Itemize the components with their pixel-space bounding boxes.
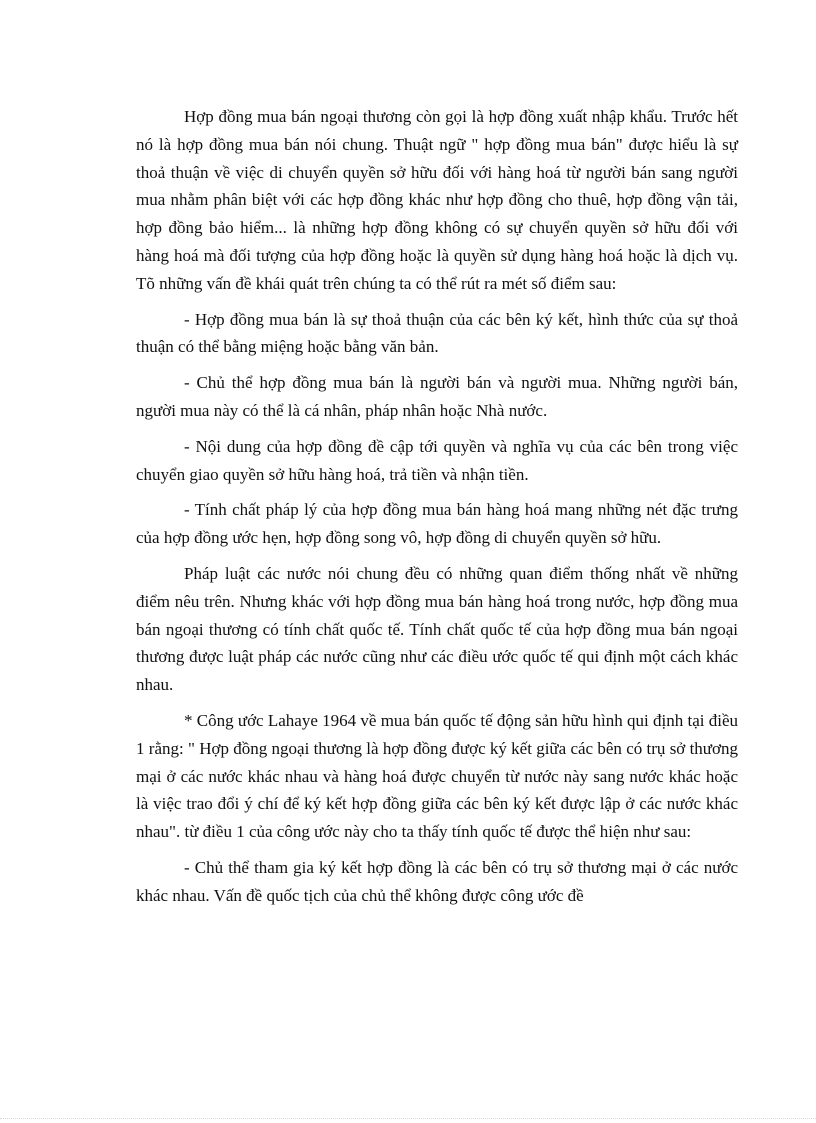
paragraph-intro: Hợp đồng mua bán ngoại thương còn gọi là hợp đồng xuất nhập khẩu. Trước hết nó là hợp đồng mua bán nói chung. Thuật ngữ " hợp đồng mua bán" được hiểu là sự thoả thuận về việc di chuyển quyền sở hữu đối với hàng hoá từ người bán sang người mua nhằm phân biệt với các hợp đồng khác như hợp đồng cho thuê, hợp đồng vận tải, hợp đồng bảo hiểm... là những hợp đồng không có sự chuyển quyền sở hữu đối với hàng hoá mà đối tượng của hợp đồng hoặc là quyền sử dụng hàng hoá hoặc là dịch vụ. Tõ những vấn đề khái quát trên chúng ta có thể rút ra mét số điểm sau: xyxy=(136,107,738,293)
paragraph-international-character: Pháp luật các nước nói chung đều có những quan điểm thống nhất về những điểm nêu trên. Nhưng khác với hợp đồng mua bán hàng hoá trong nước, hợp đồng mua bán ngoại thương có tính chất quốc tế. Tính chất quốc tế của hợp đồng mua bán ngoại thương được luật pháp các nước cũng như các điều ước quốc tế qui định một cách khác nhau. xyxy=(136,563,738,695)
paragraph-lahaye-convention: * Công ước Lahaye 1964 về mua bán quốc tế động sản hữu hình qui định tại điều 1 rằng: " Hợp đồng ngoại thương là hợp đồng được ký kết giữa các bên có trụ sở thương mại ở các nước khác nhau và hàng hoá được chuyển từ nước này sang nước khác hoặc là việc trao đổi ý chí để ký kết hợp đồng giữa các bên ký kết được lập ở các nước khác nhau". từ điều 1 của công ước này cho ta thấy tính quốc tế được thể hiện như sau: xyxy=(136,710,738,842)
page-bottom-divider xyxy=(0,1118,816,1119)
paragraph-point-parties: - Chủ thể hợp đồng mua bán là người bán và người mua. Những người bán, người mua này có thể là cá nhân, pháp nhân hoặc Nhà nước. xyxy=(136,373,738,420)
paragraph-point-legal-nature: - Tính chất pháp lý của hợp đồng mua bán hàng hoá mang những nét đặc trưng của hợp đồng ước hẹn, hợp đồng song vô, hợp đồng di chuyển quyền sở hữu. xyxy=(136,500,738,548)
paragraph-point-content: - Nội dung của hợp đồng đề cập tới quyền và nghĩa vụ của các bên trong việc chuyển giao quyền sở hữu hàng hoá, trả tiền và nhận tiền. xyxy=(136,436,738,484)
paragraph-point-trade-seat: - Chủ thể tham gia ký kết hợp đồng là các bên có trụ sở thương mại ở các nước khác nhau. Vấn đề quốc tịch của chủ thể không được công ước đề xyxy=(136,857,738,905)
document-body xyxy=(136,103,738,918)
paragraph-point-agreement: - Hợp đồng mua bán là sự thoả thuận của các bên ký kết, hình thức của sự thoả thuận có thể bằng miệng hoặc bằng văn bản. xyxy=(136,309,738,357)
